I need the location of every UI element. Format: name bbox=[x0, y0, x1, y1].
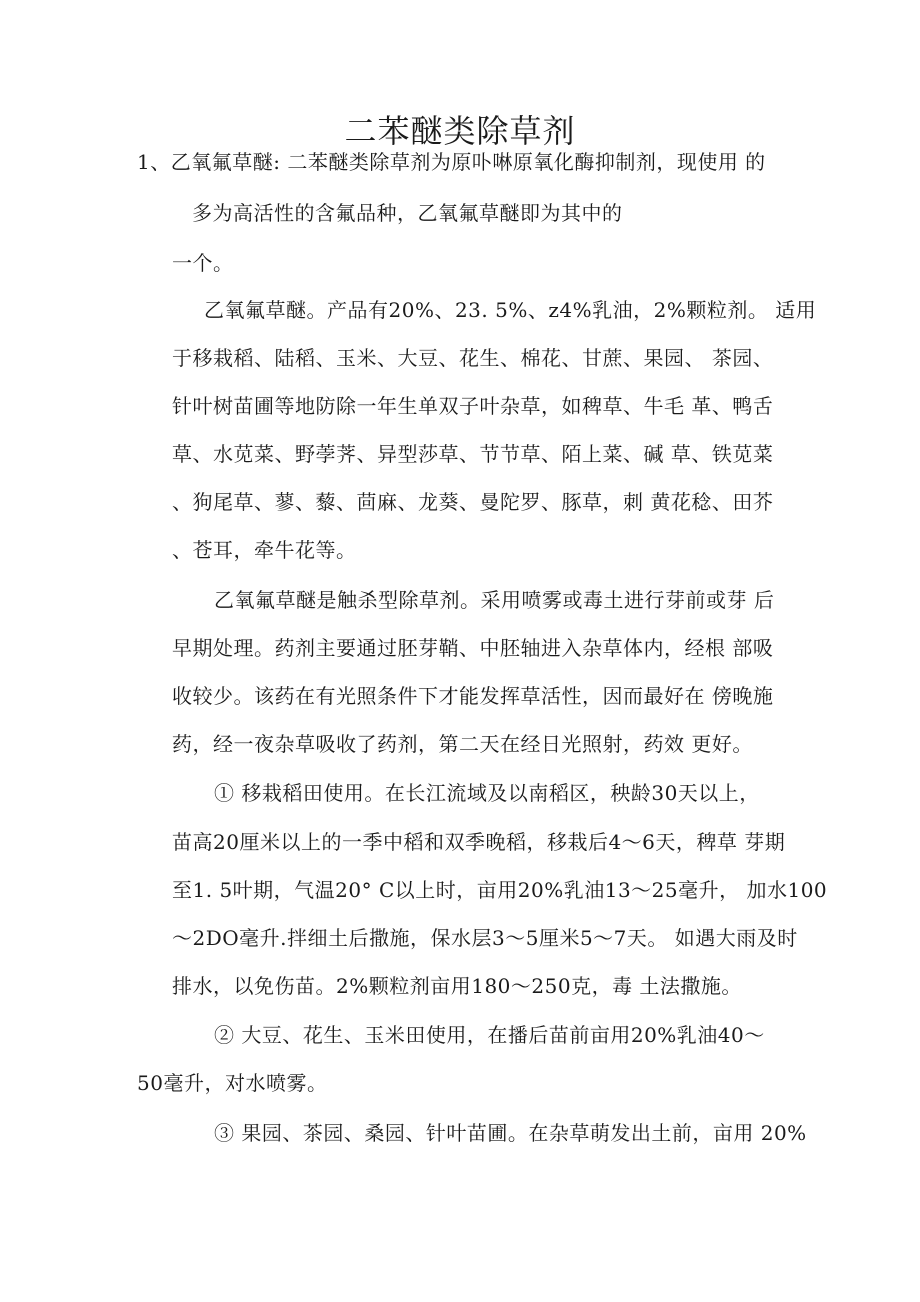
text-line: 排水，以免伤苗。2%颗粒剂亩用180〜250克，毒 土法撒施。 bbox=[172, 974, 742, 998]
text-line: 乙氧氟草醚是触杀型除草剂。采用喷雾或毒土进行芽前或芽 后 bbox=[214, 588, 775, 612]
text-line: 乙氧氟草醚。产品有20%、23. 5%、z4%乳油，2%颗粒剂。 适用 bbox=[204, 298, 817, 322]
text-line: 一个。 bbox=[172, 251, 234, 275]
text-line: ③ 果园、茶园、桑园、针叶苗圃。在杂草萌发出土前，亩用 20% bbox=[214, 1121, 807, 1145]
text-line: 于移栽稻、陆稻、玉米、大豆、花生、棉花、甘蔗、果园、 茶园、 bbox=[172, 346, 774, 370]
text-line: 、苍耳，牵牛花等。 bbox=[172, 538, 357, 562]
text-line: 早期处理。药剂主要通过胚芽鞘、中胚轴进入杂草体内，经根 部吸 bbox=[172, 636, 774, 660]
text-line: 苗高20厘米以上的一季中稻和双季晚稻，移栽后4〜6天，稗草 芽期 bbox=[172, 830, 786, 854]
text-line: 草、水苋菜、野荸荠、异型莎草、节节草、陌上菜、碱 草、铁苋菜 bbox=[172, 442, 774, 466]
document-title: 二苯醚类除草剂 bbox=[344, 112, 576, 151]
text-line: 1、乙氧氟草醚: 二苯醚类除草剂为原卟啉原氧化酶抑制剂，现使用 的 bbox=[137, 150, 766, 174]
text-line: ① 移栽稻田使用。在长江流域及以南稻区，秧龄30天以上， bbox=[214, 781, 760, 805]
text-line: 50毫升，对水喷雾。 bbox=[137, 1071, 328, 1095]
text-line: 针叶树苗圃等地防除一年生单双子叶杂草，如稗草、牛毛 革、鸭舌 bbox=[172, 394, 774, 418]
text-line: 收较少。该药在有光照条件下才能发挥草活性，因而最好在 傍晚施 bbox=[172, 684, 774, 708]
text-line: 至1. 5叶期，气温20° C以上时，亩用20%乳油13〜25毫升， 加水100 bbox=[172, 878, 828, 902]
text-line: 多为高活性的含氟品种，乙氧氟草醚即为其中的 bbox=[192, 201, 623, 225]
text-line: 〜2DO毫升.拌细土后撒施，保水层3〜5厘米5〜7天。 如遇大雨及时 bbox=[172, 926, 798, 950]
text-line: ② 大豆、花生、玉米田使用，在播后苗前亩用20%乳油40〜 bbox=[214, 1023, 765, 1047]
text-line: 药，经一夜杂草吸收了药剂，第二天在经日光照射，药效 更好。 bbox=[172, 732, 753, 756]
text-line: 、狗尾草、蓼、藜、茴麻、龙葵、曼陀罗、豚草，刺 黄花稔、田芥 bbox=[172, 490, 774, 514]
